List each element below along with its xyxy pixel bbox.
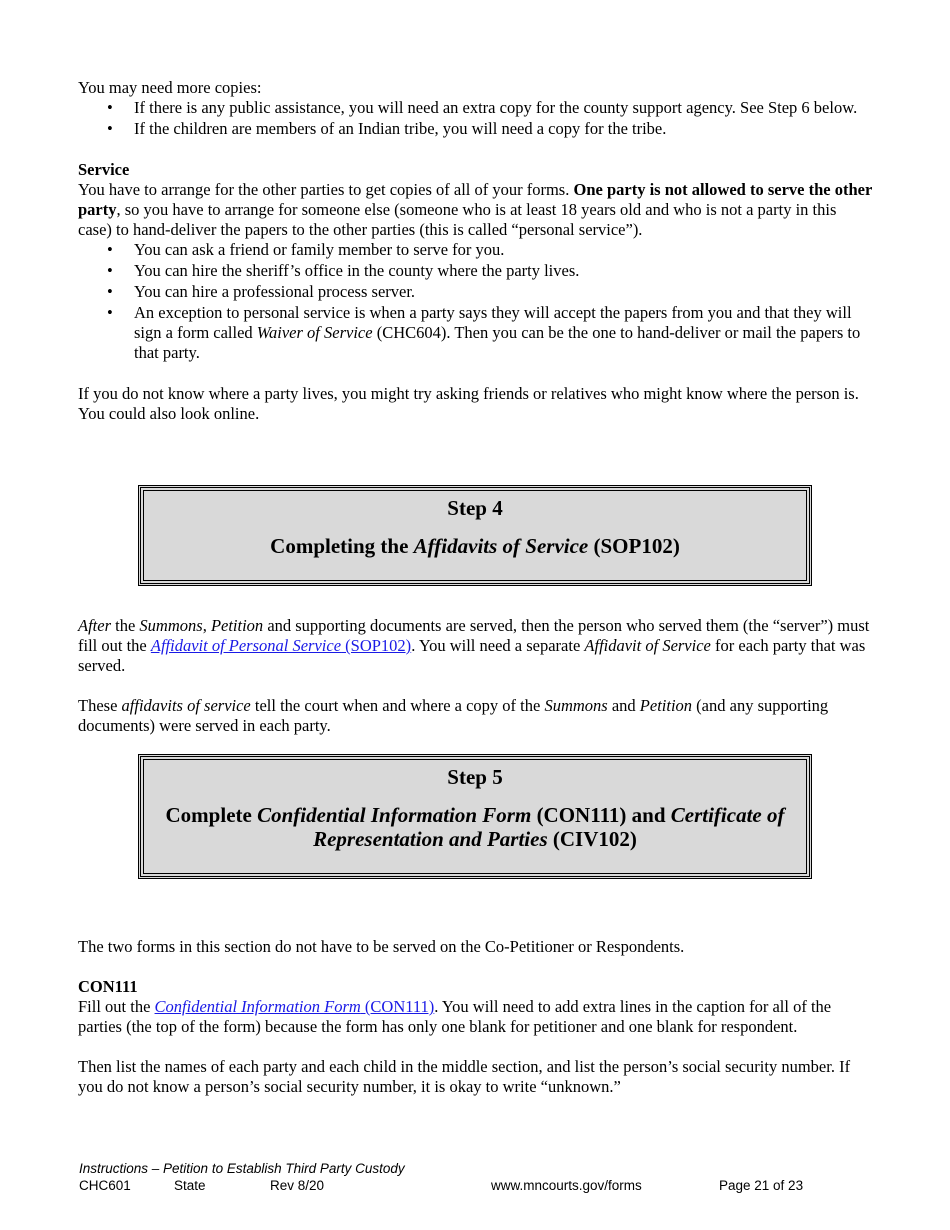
affidavit-link[interactable]: Affidavit of Personal Service (SOP102) [150, 636, 412, 655]
step-5-box [138, 754, 812, 879]
con111-heading: CON111 [78, 977, 138, 996]
list-item: • If there is any public assistance, you will need an extra copy for the county support agency. See Step 6 below. [134, 98, 873, 118]
list-item: • You can hire a professional process server. [134, 282, 873, 302]
confidential-form-link[interactable]: Confidential Information Form (CON111) [154, 997, 435, 1016]
con111-paragraph: Fill out the Confidential Information Form (CON111). You will need to add extra lines in the caption for all of the parties (the top of the form) because the form has only one blank for petitioner and one blank for respondent. [78, 997, 832, 1036]
step-4-subtitle: Completing the Affidavits of Service (SOP102) [270, 534, 680, 558]
footer-url: www.mncourts.gov/forms [491, 1178, 642, 1193]
service-list [78, 240, 873, 363]
footer-page-number: Page 21 of 23 [719, 1178, 804, 1193]
page-footer [79, 1161, 879, 1195]
list-item: • If the children are members of an Indian tribe, you will need a copy for the tribe. [134, 119, 873, 139]
service-heading: Service [78, 160, 130, 179]
step-5-subtitle: Complete Confidential Information Form (CON111) and Certificate of Representation and Parties (CIV102) [165, 803, 785, 851]
ssn-paragraph: Then list the names of each party and each child in the middle section, and list the person’s social security number. If you do not know a person’s social security number, it is okay to write “unknown.” [78, 1057, 851, 1096]
footer-revision: Rev 8/20 [270, 1178, 325, 1193]
step-5-body [78, 937, 873, 1097]
footer-state: State [174, 1178, 206, 1193]
step-5-title: Step 5 [447, 765, 503, 789]
copies-list [78, 98, 873, 139]
list-item: • You can ask a friend or family member to serve for you. [134, 240, 873, 260]
page-body [78, 78, 873, 424]
unknown-address-paragraph: If you do not know where a party lives, you might try asking friends or relatives who might know where the person is. You could also look online. [78, 384, 859, 423]
copies-intro: You may need more copies: [78, 78, 262, 97]
step-4-body [78, 616, 873, 736]
list-item: • An exception to personal service is when a party says they will accept the papers from you and that they will sign a form called Waiver of Service (CHC604). Then you can be the one to hand-deliver or mail the papers to that party. [134, 303, 873, 363]
step-4-title: Step 4 [447, 496, 503, 520]
affidavit-paragraph: After the Summons, Petition and supporting documents are served, then the person who served them (the “server”) must fill out the Affidavit of Personal Service (SOP102). You will need a separate Affidavit of Service for each party that was served. [78, 616, 870, 675]
footer-title: Instructions – Petition to Establish Third Party Custody [79, 1161, 405, 1176]
footer-form-code: CHC601 [79, 1178, 131, 1193]
service-paragraph: You have to arrange for the other parties to get copies of all of your forms. One party is not allowed to serve the other party, so you have to arrange for someone else (someone who is at least 18 years old and who is not a party in this case) to hand-deliver the papers to the other parties (this is called “personal service”). [78, 180, 872, 239]
step-4-box [138, 485, 812, 586]
affidavits-purpose-paragraph: These affidavits of service tell the court when and where a copy of the Summons and Petition (and any supporting documents) were served in each party. [78, 696, 829, 735]
forms-note: The two forms in this section do not have to be served on the Co-Petitioner or Respondents. [78, 937, 685, 956]
list-item: • You can hire the sheriff’s office in the county where the party lives. [134, 261, 873, 281]
